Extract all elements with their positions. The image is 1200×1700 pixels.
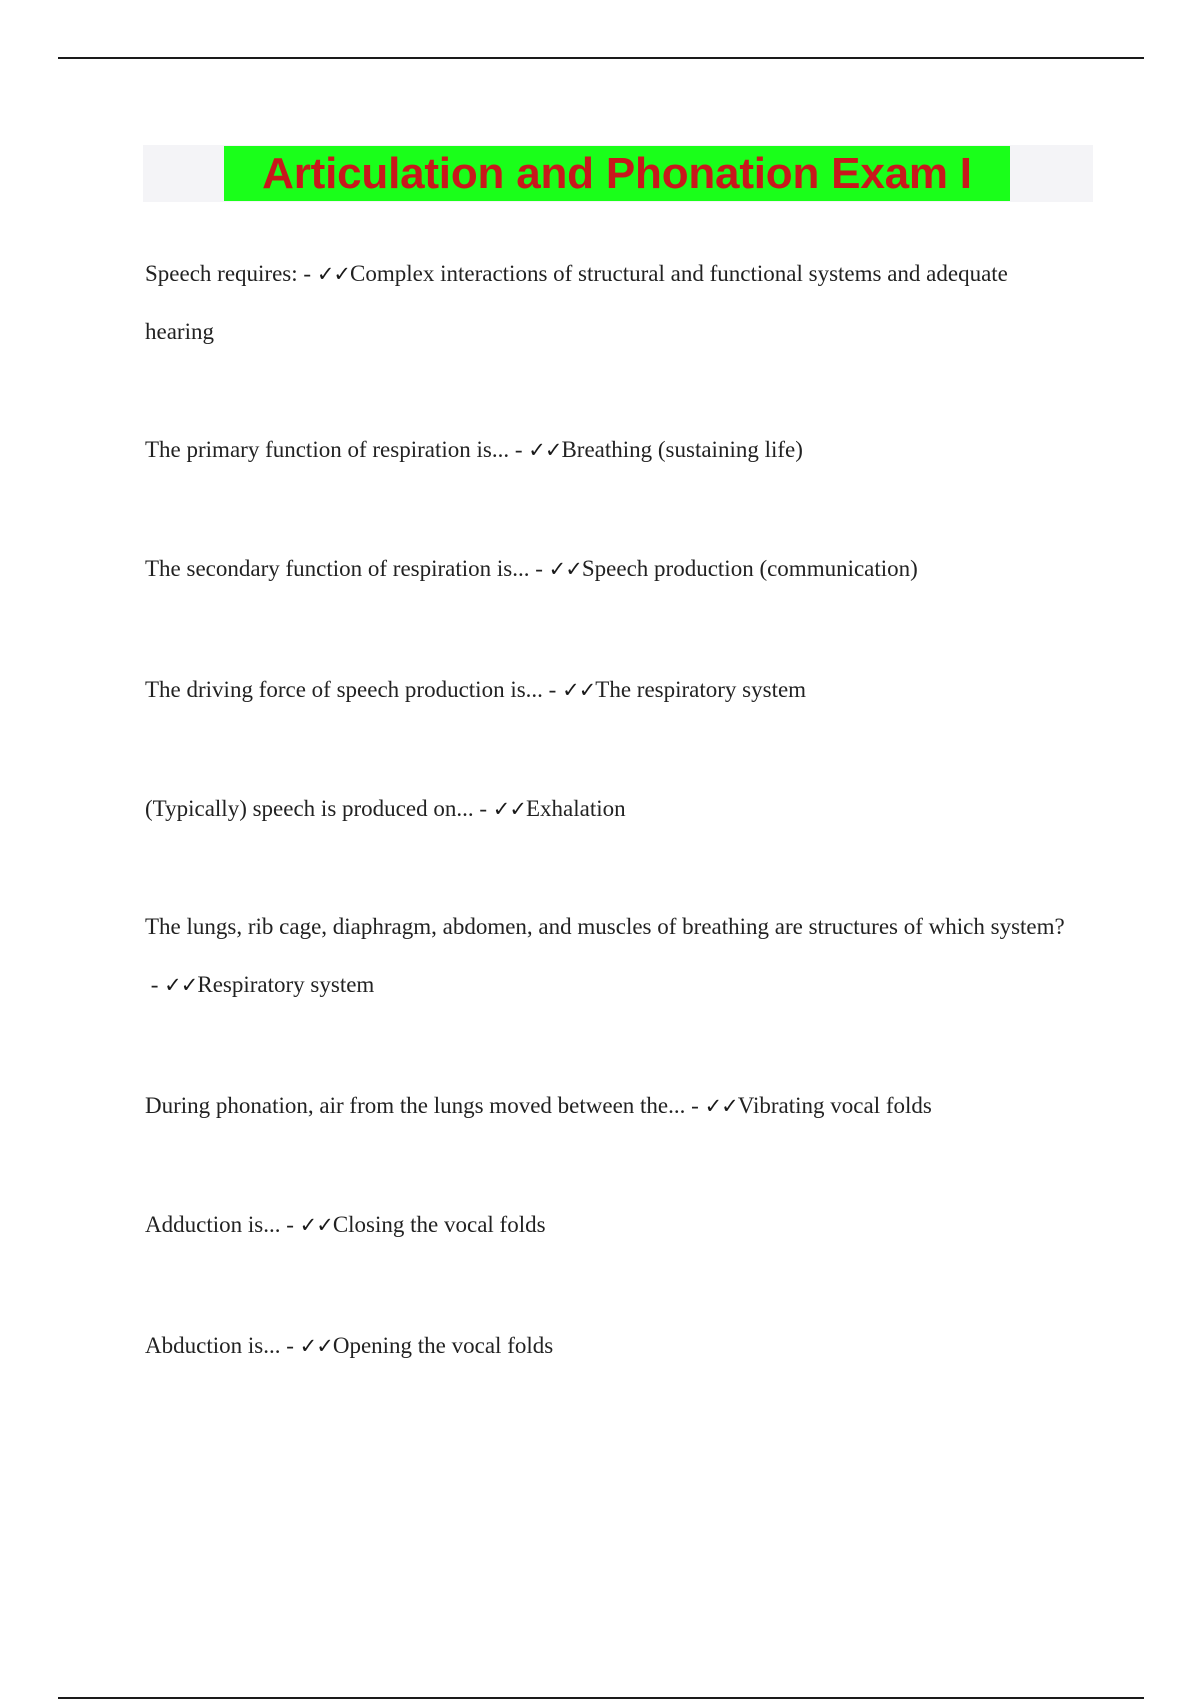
- qa-item: [145, 1317, 1080, 1375]
- double-check-icon: ✓✓: [528, 438, 562, 462]
- document-title: Articulation and Phonation Exam I: [262, 148, 972, 198]
- answer-text: Complex interactions of structural and functional systems and adequate hearing: [145, 261, 1008, 344]
- question-text: During phonation, air from the lungs moved between the...: [145, 1093, 686, 1118]
- question-text: Adduction is...: [145, 1212, 281, 1237]
- qa-item: [145, 540, 1080, 598]
- double-check-icon: ✓✓: [299, 1334, 333, 1358]
- top-rule: [58, 57, 1144, 59]
- title-highlight: [224, 146, 1010, 201]
- qa-item: [145, 661, 1080, 719]
- question-text: The primary function of respiration is...: [145, 437, 510, 462]
- separator: -: [509, 437, 529, 462]
- qa-item: [145, 1077, 1080, 1135]
- qa-item: [145, 1196, 1080, 1254]
- answer-text: Opening the vocal folds: [332, 1333, 554, 1358]
- double-check-icon: ✓✓: [492, 797, 526, 821]
- double-check-icon: ✓✓: [548, 557, 582, 581]
- separator: -: [280, 1212, 300, 1237]
- qa-item: [145, 421, 1080, 479]
- answer-text: The respiratory system: [595, 677, 807, 702]
- double-check-icon: ✓✓: [562, 678, 596, 702]
- bottom-rule: [58, 1697, 1144, 1699]
- answer-text: Breathing (sustaining life): [561, 437, 803, 462]
- double-check-icon: ✓✓: [299, 1213, 333, 1237]
- question-text: Abduction is...: [145, 1333, 281, 1358]
- qa-item: [145, 898, 1080, 1014]
- answer-text: Speech production (communication): [581, 556, 918, 581]
- question-text: Speech requires:: [145, 261, 298, 286]
- separator: -: [473, 796, 493, 821]
- qa-item: [145, 780, 1080, 838]
- question-text: The lungs, rib cage, diaphragm, abdomen, and muscles of breathing are structures of which system?: [145, 914, 1065, 939]
- separator: -: [145, 972, 165, 997]
- separator: -: [280, 1333, 300, 1358]
- question-text: The driving force of speech production is...: [145, 677, 543, 702]
- separator: -: [542, 677, 563, 702]
- answer-text: Closing the vocal folds: [332, 1212, 546, 1237]
- qa-item: [145, 245, 1080, 361]
- separator: -: [529, 556, 549, 581]
- separator: -: [685, 1093, 705, 1118]
- question-text: The secondary function of respiration is...: [145, 556, 530, 581]
- question-text: (Typically) speech is produced on...: [145, 796, 474, 821]
- double-check-icon: ✓✓: [164, 973, 198, 997]
- double-check-icon: ✓✓: [316, 262, 351, 286]
- double-check-icon: ✓✓: [704, 1094, 738, 1118]
- separator: -: [297, 261, 317, 286]
- answer-text: Vibrating vocal folds: [737, 1093, 932, 1118]
- answer-text: Respiratory system: [197, 972, 375, 997]
- answer-text: Exhalation: [525, 796, 626, 821]
